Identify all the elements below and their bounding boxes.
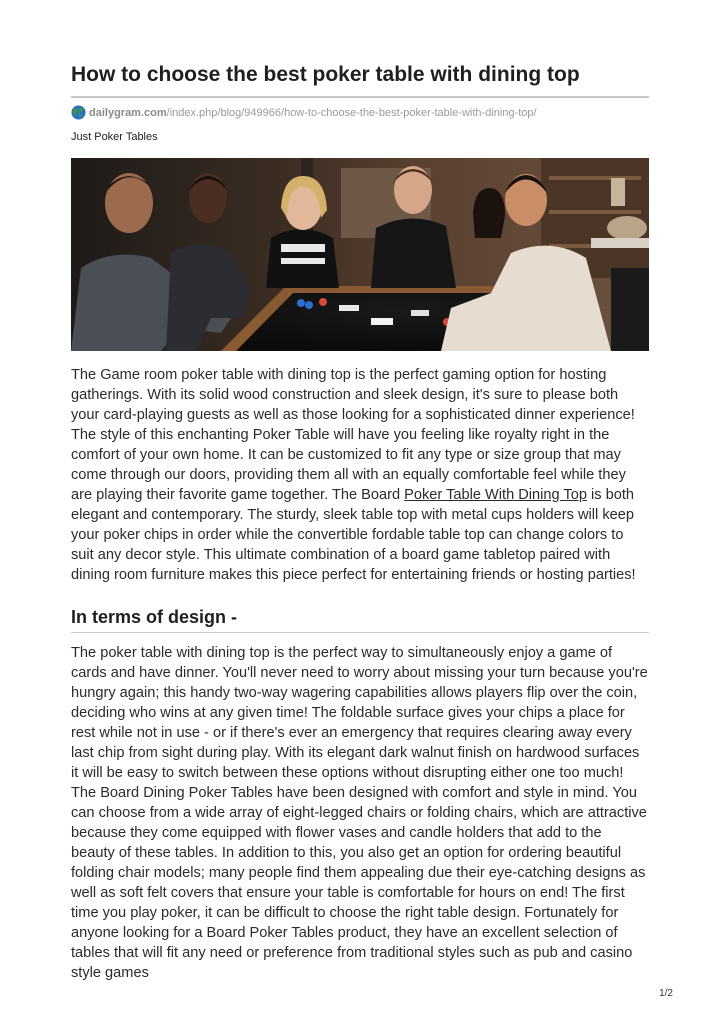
section-heading: In terms of design - <box>71 605 649 633</box>
intro-text-part2: is both elegant and contemporary. The sturdy, sleek table top with metal cups holders will keep your poker chips in order while the convertible fordable table top can change colors to suit any decor style. This ultimate combination of a board game tabletop paired with dining room furniture makes this piece perfect for entertaining friends or hosting parties! <box>71 487 636 583</box>
source-line <box>71 105 649 120</box>
source-domain-link[interactable]: dailygram.com <box>89 106 167 119</box>
poker-photo-image <box>71 158 649 351</box>
category-label: Just Poker Tables <box>71 131 158 143</box>
poker-table-dining-top-link[interactable]: Poker Table With Dining Top <box>404 487 587 503</box>
page-number: 1/2 <box>659 988 673 999</box>
page-title: How to choose the best poker table with dining top <box>71 60 649 98</box>
document-page <box>71 60 649 983</box>
globe-icon <box>71 105 86 120</box>
design-paragraph: The poker table with dining top is the perfect way to simultaneously enjoy a game of cards and have dinner. You'll never need to worry about missing your turn because you're hungry again; this handy two-way wagering capabilities allows players flip over the coin, deciding who wins at any given time! The foldable surface gives your chips a place for rest while not in use - or if there's ever an emergency that requires clearing away every last chip from sight during play. With its elegant dark walnut finish on hardwood surfaces it will be easy to switch between these options without disrupting either one too much! The Board Dining Poker Tables have been designed with comfort and style in mind. You can choose from a wide array of eight-legged chairs or folding chairs, which are attractive because they come equipped with flower vases and candle holders that add to the beauty of these tables. In addition to this, you also get an option for ordering beautiful folding chair models; many people find them appealing due their eye-catching designs as well as soft felt covers that ensure your table is comfortable for hours on end! The first time you play poker, it can be difficult to choose the right table design. Fortunately for anyone looking for a Board Poker Tables product, they have an excellent selection of tables that will fit any need or preference from traditional styles such as pub and casino style games <box>71 645 648 981</box>
source-path[interactable]: /index.php/blog/949966/how-to-choose-the-best-poker-table-with-dining-top/ <box>166 106 537 119</box>
intro-paragraph <box>71 365 649 585</box>
intro-text-part1: The Game room poker table with dining top is the perfect gaming option for hosting gatherings. With its solid wood construction and sleek design, it's sure to please both your card-playing guests as well as those looking for a sophisticated dinner experience! The style of this enchanting Poker Table will have you feeling like royalty right in the comfort of your own home. It can be customized to fit any type or size group that may come through our doors, providing them all with an equally comfortable feel while they are playing their favorite game together. The Board <box>71 367 635 503</box>
